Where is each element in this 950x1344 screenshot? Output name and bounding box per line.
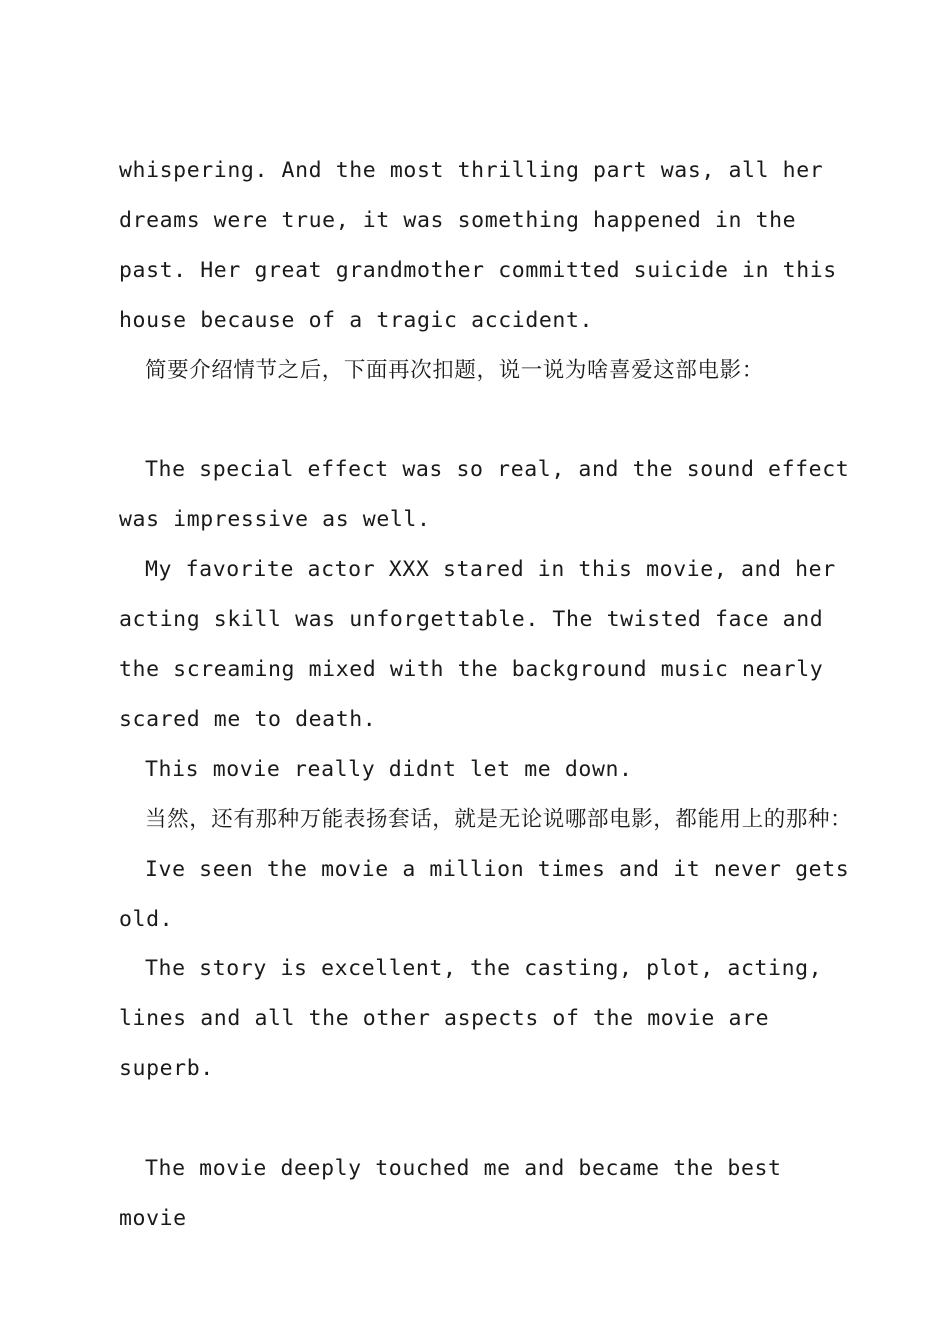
blank-line: [119, 396, 859, 446]
paragraph-3: The special effect was so real, and the sound effect was impressive as well.: [119, 457, 863, 533]
paragraph-2: 简要介绍情节之后，下面再次扣题，说一说为啥喜爱这部电影：: [145, 357, 764, 383]
paragraph-8: The story is excellent, the casting, plot, acting, lines and all the other aspects of the movie are superb.: [119, 956, 836, 1082]
paragraph-4: My favorite actor XXX stared in this movie, and her acting skill was unforgettable. The twisted face and the screaming mixed with the background music nearly scared me to death.: [119, 557, 850, 732]
paragraph-9: The movie deeply touched me and became the best movie: [119, 1156, 796, 1231]
paragraph-6: 当然，还有那种万能表扬套话，就是无论说哪部电影，都能用上的那种：: [145, 806, 853, 832]
paragraph-5: This movie really didnt let me down.: [145, 756, 633, 782]
blank-line: [119, 1094, 859, 1144]
document-body: [119, 146, 863, 1244]
paragraph-7: Ive seen the movie a million times and it never gets old.: [119, 856, 863, 932]
paragraph-1: whispering. And the most thrilling part was, all her dreams were true, it was something happened in the past. Her great grandmother committed suicide in this house because of a tragic accident.: [119, 158, 851, 333]
